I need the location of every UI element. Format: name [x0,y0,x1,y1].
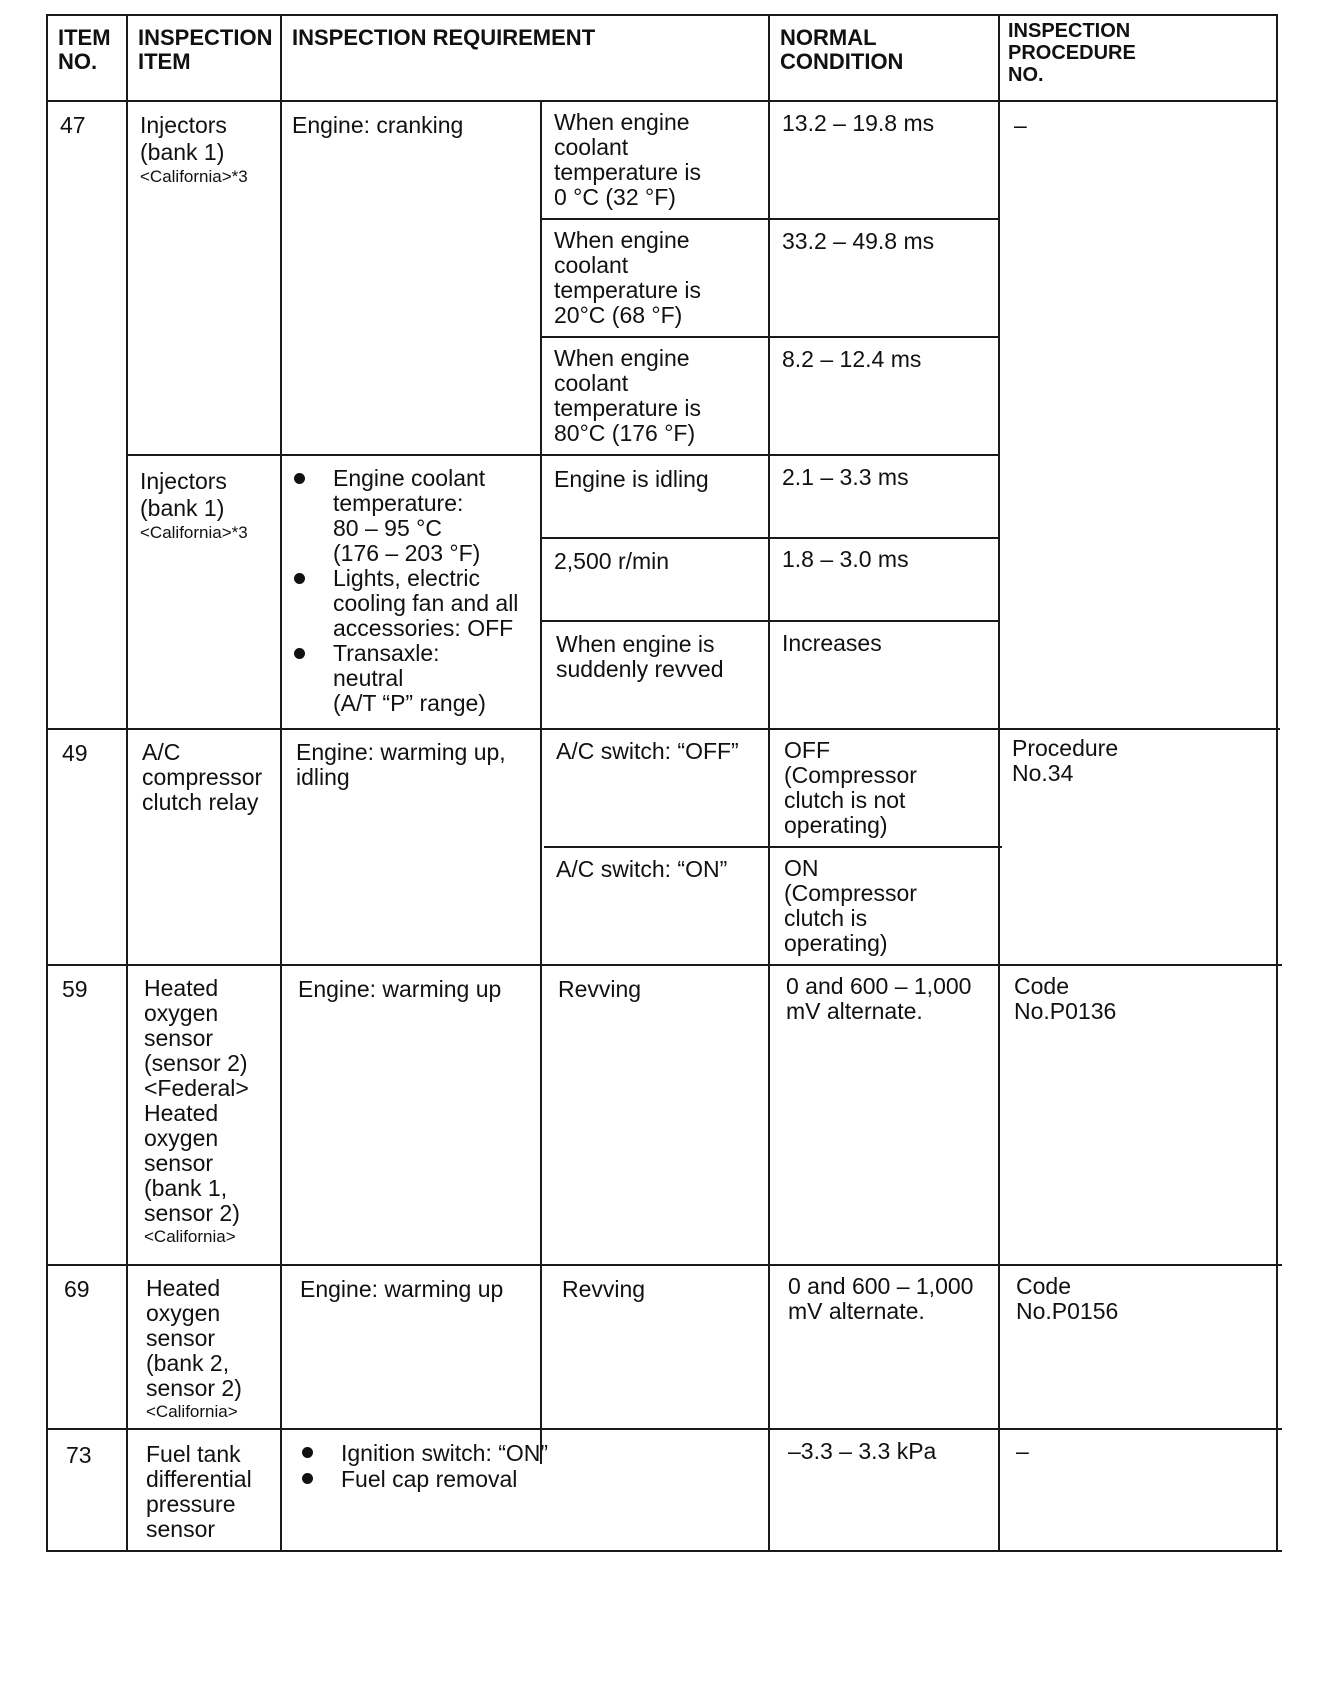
bullet-icon [294,473,305,484]
row47-normal-80c: 8.2 – 12.4 ms [782,346,922,372]
header-requirement: INSPECTION REQUIREMENT [292,25,596,50]
row47-normal-revved: Increases [782,630,882,656]
row47-item-b: Injectors (bank 1) <California>*3 [140,468,248,542]
header-normal-condition: NORMAL CONDITION [780,25,904,74]
row47-normal-20c: 33.2 – 49.8 ms [782,228,935,254]
row47-condition-revved: When engine is suddenly revved [556,631,724,682]
row49-normal-off: OFF (Compressor clutch is not operating) [784,737,917,838]
row73-item: Fuel tank differential pressure sensor [146,1441,252,1542]
header-procedure-no: INSPECTION PROCEDURE NO. [1008,20,1136,86]
row69-condition: Revving [562,1276,646,1302]
row47-condition-2500: 2,500 r/min [554,548,670,574]
row69-normal: 0 and 600 – 1,000 mV alternate. [788,1273,974,1324]
rule-row-49 [46,728,1280,730]
row49-condition-on: A/C switch: “ON” [556,856,728,882]
rule-left [46,14,48,1552]
row47-procedure: – [1014,112,1027,138]
rule-top [46,14,1276,16]
rule-row-59 [46,964,1282,966]
row59-requirement: Engine: warming up [298,976,502,1002]
row47-normal-2500: 1.8 – 3.0 ms [782,546,909,572]
row49-procedure: Procedure No.34 [1012,735,1119,786]
rule-right [1276,14,1278,1552]
row49-item-no: 49 [62,740,88,766]
row59-normal: 0 and 600 – 1,000 mV alternate. [786,973,972,1024]
bullet-icon [294,648,305,659]
bullet-icon [302,1447,313,1458]
row69-procedure: Code No.P0156 [1016,1273,1119,1324]
row59-procedure: Code No.P0136 [1014,973,1117,1024]
row73-requirement: Ignition switch: “ON” Fuel cap removal [302,1440,548,1492]
row47-condition-80c: When engine coolant temperature is 80°C (176 °F) [554,345,702,446]
row69-item-no: 69 [64,1276,90,1302]
row73-item-no: 73 [66,1442,92,1468]
bullet-icon [302,1473,313,1484]
row59-item: Heated oxygen sensor (sensor 2) <Federal> Heated oxygen sensor (bank 1, sensor 2) <California> [144,975,249,1246]
row47-condition-20c: When engine coolant temperature is 20°C (68 °F) [554,227,702,328]
rule-row-69 [46,1264,1282,1266]
row47-normal-idling: 2.1 – 3.3 ms [782,464,909,490]
row47-item-no: 47 [60,112,86,138]
bullet-icon [294,573,305,584]
rule-col1 [126,14,128,1552]
rule [126,454,998,456]
rule-row-73 [46,1428,1282,1430]
row49-condition-off: A/C switch: “OFF” [556,738,739,764]
row59-condition: Revving [558,976,642,1002]
row73-procedure: – [1016,1438,1029,1464]
row49-requirement: Engine: warming up, idling [296,739,506,790]
rule-col5 [998,14,1000,1552]
row47-item-a: Injectors (bank 1) <California>*3 [140,112,248,186]
rule-header-bottom [46,100,1276,102]
row69-item: Heated oxygen sensor (bank 2, sensor 2) <California> [146,1275,242,1421]
rule [544,846,1002,848]
row69-requirement: Engine: warming up [300,1276,504,1302]
row59-item-no: 59 [62,976,88,1002]
header-inspection-item: INSPECTION ITEM [138,25,273,74]
row47-requirement-a: Engine: cranking [292,112,464,138]
row47-requirement-b: Engine coolant temperature: 80 – 95 °C (176 – 203 °F) Lights, electric cooling fan and all accessories: OFF Transaxle: neutral (A/T “P” range) [294,466,518,716]
row47-condition-idling: Engine is idling [554,466,709,492]
rule-bottom [46,1550,1282,1552]
rule-col3 [540,100,542,1464]
rule-col2 [280,14,282,1552]
inspection-table [46,14,1282,1674]
row49-item: A/C compressor clutch relay [142,739,263,815]
row47-condition-0c: When engine coolant temperature is 0 °C (32 °F) [554,109,702,210]
row47-normal-0c: 13.2 – 19.8 ms [782,110,935,136]
rule-col4 [768,14,770,1552]
row49-normal-on: ON (Compressor clutch is operating) [784,855,917,956]
header-item-no: ITEM NO. [58,25,111,74]
row73-normal: –3.3 – 3.3 kPa [788,1438,937,1464]
